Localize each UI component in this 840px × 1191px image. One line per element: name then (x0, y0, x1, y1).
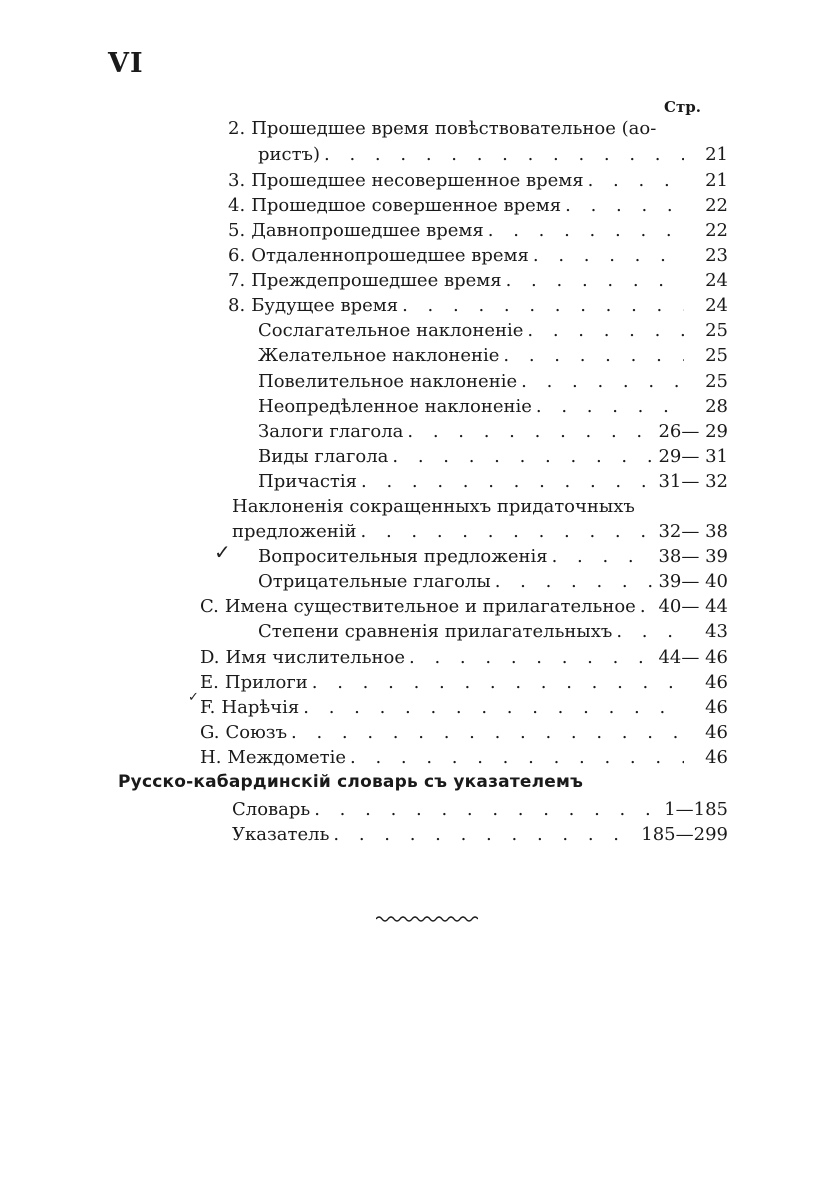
entry-title: Повелительное наклоненіе (258, 371, 518, 392)
entry-title: Имена существительное и прилагательное (224, 596, 636, 617)
page-number: VI (108, 48, 144, 79)
entry-title: Степени сравненія прилагательныхъ (258, 621, 613, 642)
toc-entry (258, 369, 728, 395)
dot-leader (506, 268, 684, 294)
entry-pages: 25 (705, 320, 728, 341)
entry-title: Указатель (232, 824, 330, 845)
entry-title: Прошедшее время повѣствовательное (ао- (251, 118, 657, 139)
entry-marker: 8. (228, 295, 246, 316)
entry-title: Прилоги (224, 672, 308, 693)
entry-pages: 31— 32 (658, 471, 728, 492)
entry-title: Вопросительныя предложенія (258, 546, 548, 567)
dot-leader (407, 419, 654, 445)
dot-leader (333, 822, 637, 848)
entry-title: ристъ) (258, 144, 321, 165)
entry-pages: 44— 46 (658, 647, 728, 668)
toc-entry (228, 243, 728, 269)
toc-entry (228, 168, 728, 194)
tick-mark-icon: ✓ (188, 690, 199, 705)
entry-title: Имя числительное (225, 647, 406, 668)
decorative-wavy-rule (376, 914, 478, 924)
dot-leader (291, 720, 684, 746)
entry-pages: 21 (705, 144, 728, 165)
toc-entry (258, 444, 728, 470)
dot-leader (536, 394, 684, 420)
entry-pages: 46 (705, 697, 728, 718)
dot-leader (616, 619, 684, 645)
toc-entry (258, 318, 728, 344)
entry-title: Виды глагола (258, 446, 389, 467)
entry-title: Будущее время (251, 295, 399, 316)
toc-entry (258, 394, 728, 420)
dot-leader (495, 569, 655, 595)
dot-leader (521, 369, 684, 395)
toc-entry (258, 619, 728, 645)
dot-leader (552, 544, 655, 570)
entry-pages: 43 (705, 621, 728, 642)
entry-pages: 32— 38 (658, 521, 728, 542)
entry-title: Союзъ (225, 722, 288, 743)
toc-entry (228, 268, 728, 294)
dictionary-heading: Русско-кабардинскій словарь съ указателемъ (118, 772, 584, 792)
dot-leader (361, 519, 655, 545)
dot-leader (503, 343, 684, 369)
toc-entry (228, 116, 728, 142)
toc-entry (258, 142, 728, 168)
entry-pages: 1—185 (664, 799, 728, 820)
entry-pages: 28 (705, 396, 728, 417)
dot-leader (533, 243, 684, 269)
toc-entry (200, 594, 728, 620)
dot-leader (640, 594, 655, 620)
entry-title: Неопредѣленное наклоненіе (258, 396, 532, 417)
dot-leader (409, 645, 654, 671)
entry-title: Нарѣчія (221, 697, 300, 718)
toc-entry (200, 670, 728, 696)
toc-entry (258, 469, 728, 495)
dot-leader (402, 293, 684, 319)
entry-marker: E. (200, 672, 219, 693)
entry-pages: 22 (705, 220, 728, 241)
entry-pages: 185—299 (641, 824, 728, 845)
toc-entry (258, 343, 728, 369)
entry-pages: 25 (705, 345, 728, 366)
dot-leader (588, 168, 684, 194)
entry-title: Давнопрошедшее время (251, 220, 484, 241)
dot-leader (527, 318, 684, 344)
toc-entry (228, 293, 728, 319)
entry-marker: H. (200, 747, 222, 768)
dot-leader (312, 670, 684, 696)
entry-pages: 22 (705, 195, 728, 216)
dot-leader (350, 745, 684, 771)
entry-title: Прошедшое совершенное время (251, 195, 562, 216)
toc-entry (258, 544, 728, 570)
checkmark-icon: ✓ (214, 540, 231, 564)
entry-pages: 39— 40 (658, 571, 728, 592)
entry-pages: 46 (705, 722, 728, 743)
toc-entry (228, 218, 728, 244)
entry-title: Словарь (232, 799, 311, 820)
page-column-header: Стр. (664, 98, 701, 116)
entry-marker: 4. (228, 195, 246, 216)
entry-title: Отрицательные глаголы (258, 571, 491, 592)
entry-marker: G. (200, 722, 220, 743)
entry-marker: 6. (228, 245, 246, 266)
entry-pages: 38— 39 (658, 546, 728, 567)
toc-entry (232, 797, 728, 823)
entry-title: Прошедшее несовершенное время (251, 170, 584, 191)
entry-title: Наклоненія сокращенныхъ придаточныхъ (232, 496, 635, 517)
entry-marker: 7. (228, 270, 246, 291)
entry-pages: 29— 31 (658, 446, 728, 467)
dot-leader (392, 444, 654, 470)
toc-entry (200, 695, 728, 721)
toc-entry (232, 822, 728, 848)
entry-pages: 24 (705, 270, 728, 291)
toc-entry (232, 519, 728, 545)
entry-pages: 26— 29 (658, 421, 728, 442)
toc-entry (228, 193, 728, 219)
entry-pages: 25 (705, 371, 728, 392)
dot-leader (488, 218, 684, 244)
entry-marker: C. (200, 596, 219, 617)
dot-leader (314, 797, 660, 823)
toc-entry (200, 645, 728, 671)
entry-pages: 46 (705, 747, 728, 768)
entry-title: предложеній (232, 521, 357, 542)
entry-title: Сослагательное наклоненіе (258, 320, 524, 341)
entry-title: Отдаленнопрошедшее время (251, 245, 529, 266)
entry-marker: 3. (228, 170, 246, 191)
entry-marker: F. (200, 697, 216, 718)
entry-marker: 5. (228, 220, 246, 241)
toc-entry (258, 569, 728, 595)
entry-pages: 40— 44 (658, 596, 728, 617)
toc-entry (232, 494, 728, 520)
toc-entry (200, 720, 728, 746)
dot-leader (303, 695, 684, 721)
toc-entry (258, 419, 728, 445)
entry-title: Желательное наклоненіе (258, 345, 500, 366)
entry-title: Преждепрошедшее время (251, 270, 502, 291)
toc-entry (200, 745, 728, 771)
entry-title: Причастія (258, 471, 357, 492)
dot-leader (324, 142, 684, 168)
entry-title: Залоги глагола (258, 421, 404, 442)
dot-leader (565, 193, 684, 219)
entry-pages: 46 (705, 672, 728, 693)
entry-marker: 2. (228, 118, 246, 139)
dot-leader (361, 469, 654, 495)
entry-pages: 23 (705, 245, 728, 266)
entry-title: Междометіе (227, 747, 347, 768)
entry-pages: 24 (705, 295, 728, 316)
entry-marker: D. (200, 647, 220, 668)
entry-pages: 21 (705, 170, 728, 191)
